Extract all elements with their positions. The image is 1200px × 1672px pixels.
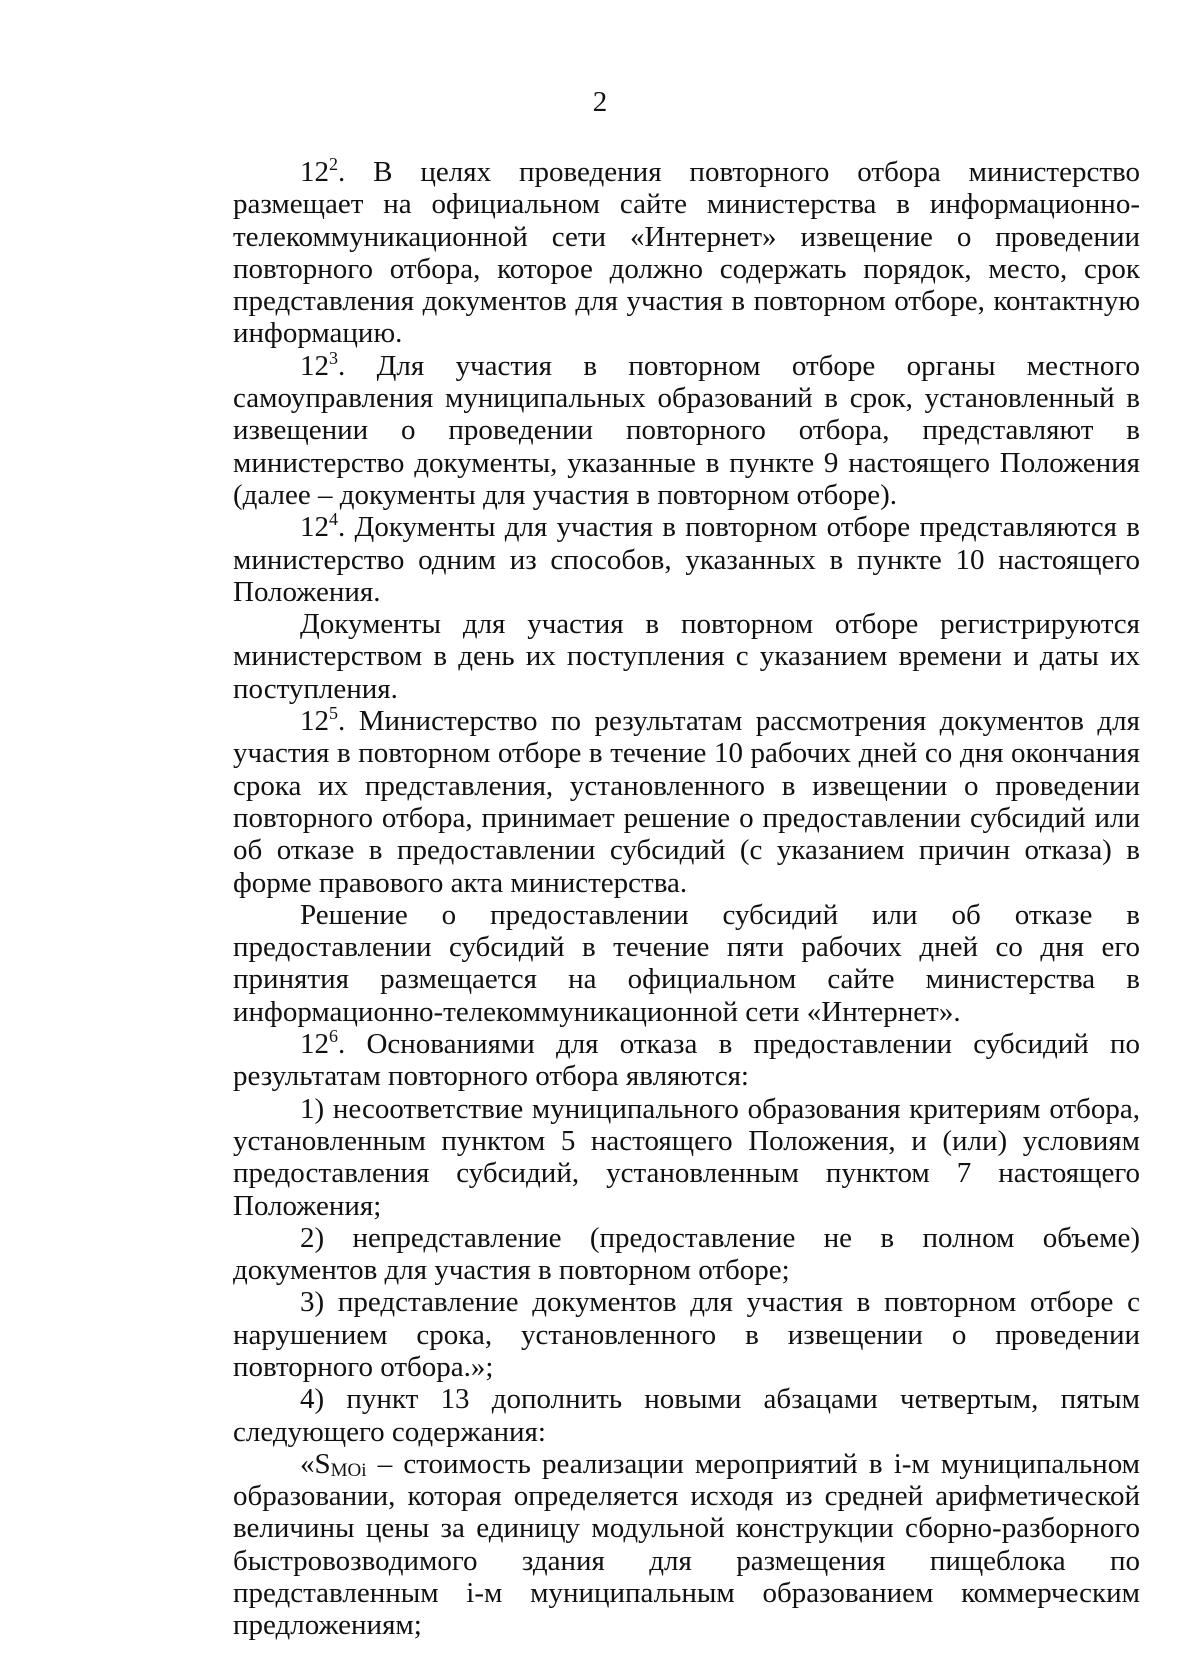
clause-number: 12 <box>300 349 329 382</box>
clause-number: 12 <box>300 705 329 738</box>
paragraph-text: . Министерство по результатам рассмотрения документов для участия в повторном отборе в течение 10 рабочих дней со дня окончания срока их представления, установленного в извещении о проведении повторного отбора, принимает решение о предоставлении субсидий или об отказе в предоставлении субсидий (с указанием причин отказа) в форме правового акта министерства. <box>233 705 1140 899</box>
clause-superscript: 5 <box>329 703 338 724</box>
paragraph-12-6 <box>233 1028 1140 1093</box>
list-item-2 <box>233 1222 1140 1287</box>
paragraph-12-5 <box>233 705 1140 899</box>
list-item-3 <box>233 1286 1140 1383</box>
paragraph-12-2 <box>233 156 1140 350</box>
paragraph-text: . В целях проведения повторного отбора министерство размещает на официальном сайте министерства в информационно-телекоммуникационной сети «Интернет» извещение о проведении повторного отбора, которое должно содержать порядок, место, срок представления документов для участия в повторном отборе, контактную информацию. <box>233 156 1140 350</box>
paragraph-12-4 <box>233 511 1140 608</box>
clause-number: 12 <box>300 1028 329 1061</box>
clause-superscript: 6 <box>329 1026 338 1047</box>
clause-superscript: 2 <box>329 154 338 174</box>
paragraph-text: 1) несоответствие муниципального образования критериям отбора, установленным пунктом 5 настоящего Положения, и (или) условиям предоставления субсидий, установленным пунктом 7 настоящего Положения; <box>233 1092 1140 1222</box>
paragraph-text: 2) непредставление (предоставление не в полном объеме) документов для участия в повторном отборе; <box>233 1221 1140 1287</box>
paragraph-text: Документы для участия в повторном отборе регистрируются министерством в день их поступления с указанием времени и даты их поступления. <box>233 608 1140 705</box>
paragraph-text: . Документы для участия в повторном отборе представляются в министерство одним из способов, указанных в пункте 10 настоящего Положения. <box>233 511 1140 608</box>
document-body <box>233 156 1140 1642</box>
clause-number: 12 <box>300 156 329 188</box>
paragraph-text: 3) представление документов для участия в повторном отборе с нарушением срока, установленного в извещении о проведении повторного отбора.»; <box>233 1286 1140 1383</box>
formula-symbol: «S <box>300 1447 331 1480</box>
paragraph-text: Решение о предоставлении субсидий или об отказе в предоставлении субсидий в течение пяти рабочих дней со дня его принятия размещается на официальном сайте министерства в информационно-телекоммуникационной сети «Интернет». <box>233 898 1140 1028</box>
amendment-item-4 <box>233 1383 1140 1448</box>
paragraph-text: 4) пункт 13 дополнить новыми абзацами четвертым, пятым следующего содержания: <box>233 1383 1140 1448</box>
formula-definition-smoi <box>233 1448 1140 1642</box>
clause-superscript: 3 <box>329 347 338 368</box>
list-item-1 <box>233 1093 1140 1222</box>
page-number: 2 <box>592 86 608 118</box>
paragraph-decision-publication <box>233 899 1140 1028</box>
paragraph-registration <box>233 608 1140 705</box>
clause-superscript: 4 <box>329 509 338 530</box>
paragraph-text: . Основаниями для отказа в предоставлении субсидий по результатам повторного отбора являются: <box>233 1028 1140 1093</box>
clause-number: 12 <box>300 511 329 544</box>
formula-subscript: MOi <box>330 1459 367 1481</box>
paragraph-text: . Для участия в повторном отборе органы местного самоуправления муниципальных образований в срок, установленный в извещении о проведении повторного отбора, представляют в министерство документы, указанные в пункте 9 настоящего Положения (далее – документы для участия в повторном отборе). <box>233 349 1140 511</box>
paragraph-12-3 <box>233 347 1140 511</box>
paragraph-text: – стоимость реализации мероприятий в i-м муниципальном образовании, которая определяется исходя из средней арифметической величины цены за единицу модульной конструкции сборно-разборного быстровозводимого здания для размещения пищеблока по представленным i-м муниципальным образованием коммерческим предложениям; <box>233 1447 1140 1642</box>
